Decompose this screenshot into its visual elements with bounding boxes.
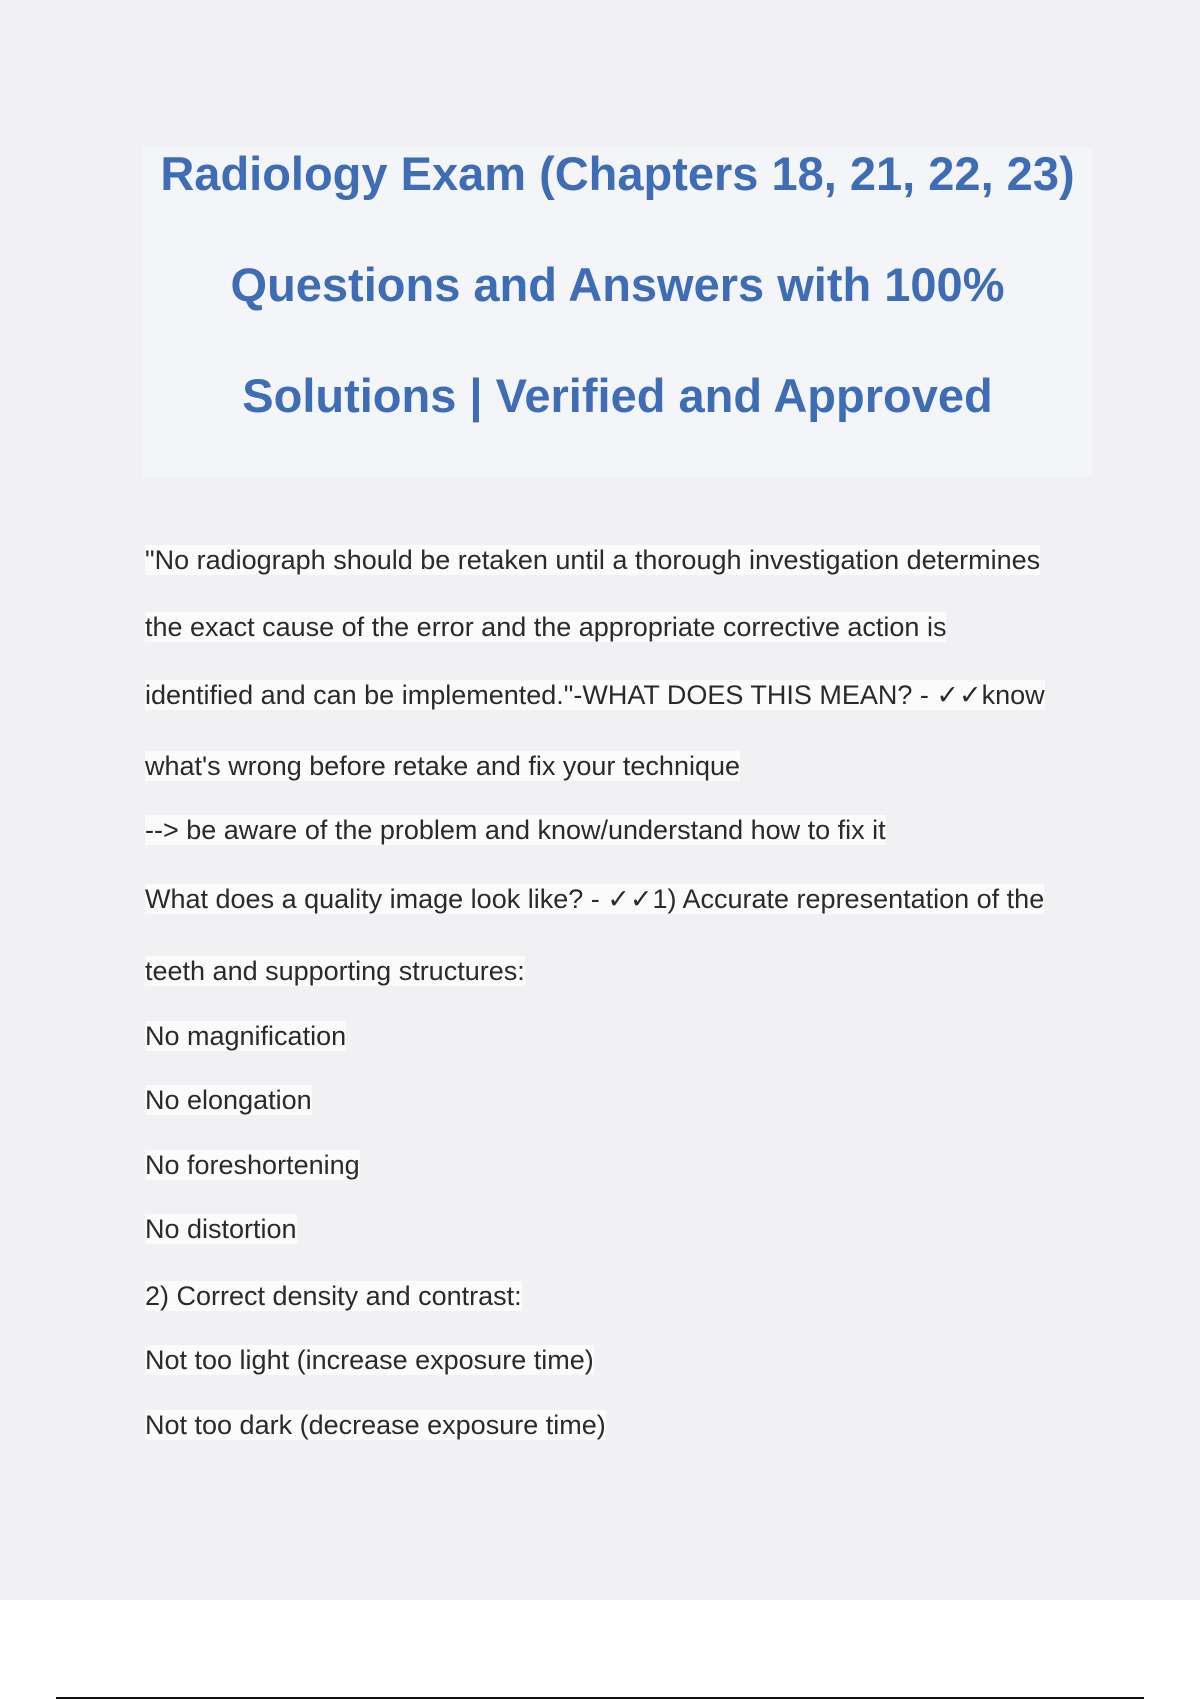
body-text: Not too dark (decrease exposure time): [145, 1410, 606, 1440]
body-text: No distortion: [145, 1214, 297, 1244]
body-text: No elongation: [145, 1085, 312, 1115]
body-text: what's wrong before retake and fix your technique: [145, 751, 741, 781]
title-line-2: Questions and Answers with 100%: [230, 258, 1005, 311]
body-text: Not too light (increase exposure time): [145, 1345, 594, 1375]
body-text: No foreshortening: [145, 1150, 360, 1180]
body-text: the exact cause of the error and the appropriate corrective action is: [145, 612, 947, 642]
title-line-1: Radiology Exam (Chapters 18, 21, 22, 23): [160, 147, 1075, 200]
title-block: [143, 146, 1092, 478]
body-line: [145, 543, 1040, 577]
body-line: [145, 1408, 606, 1442]
body-text: identified and can be implemented."-WHAT DOES THIS MEAN? - ✓✓know: [145, 680, 1045, 710]
body-line: [145, 1083, 312, 1117]
body-line: [145, 1279, 522, 1313]
body-text: What does a quality image look like? - ✓✓1) Accurate representation of the: [145, 884, 1045, 914]
body-text: No magnification: [145, 1021, 347, 1051]
body-line: [145, 1148, 360, 1182]
body-line: [145, 1343, 594, 1377]
body-line: [145, 1212, 297, 1246]
body-line: [145, 954, 525, 988]
body-line: [145, 1019, 346, 1053]
body-line: [145, 882, 1044, 916]
body-line: [145, 610, 946, 644]
body-text: --> be aware of the problem and know/understand how to fix it: [145, 815, 886, 845]
body-line: [145, 749, 740, 783]
footer-divider: [56, 1697, 1144, 1699]
title-line-3: Solutions | Verified and Approved: [242, 369, 993, 422]
body-text: "No radiograph should be retaken until a thorough investigation determines: [145, 545, 1041, 575]
body-line: [145, 813, 886, 847]
body-line: [145, 678, 1045, 712]
body-text: teeth and supporting structures:: [145, 956, 525, 986]
body-text: 2) Correct density and contrast:: [145, 1281, 522, 1311]
